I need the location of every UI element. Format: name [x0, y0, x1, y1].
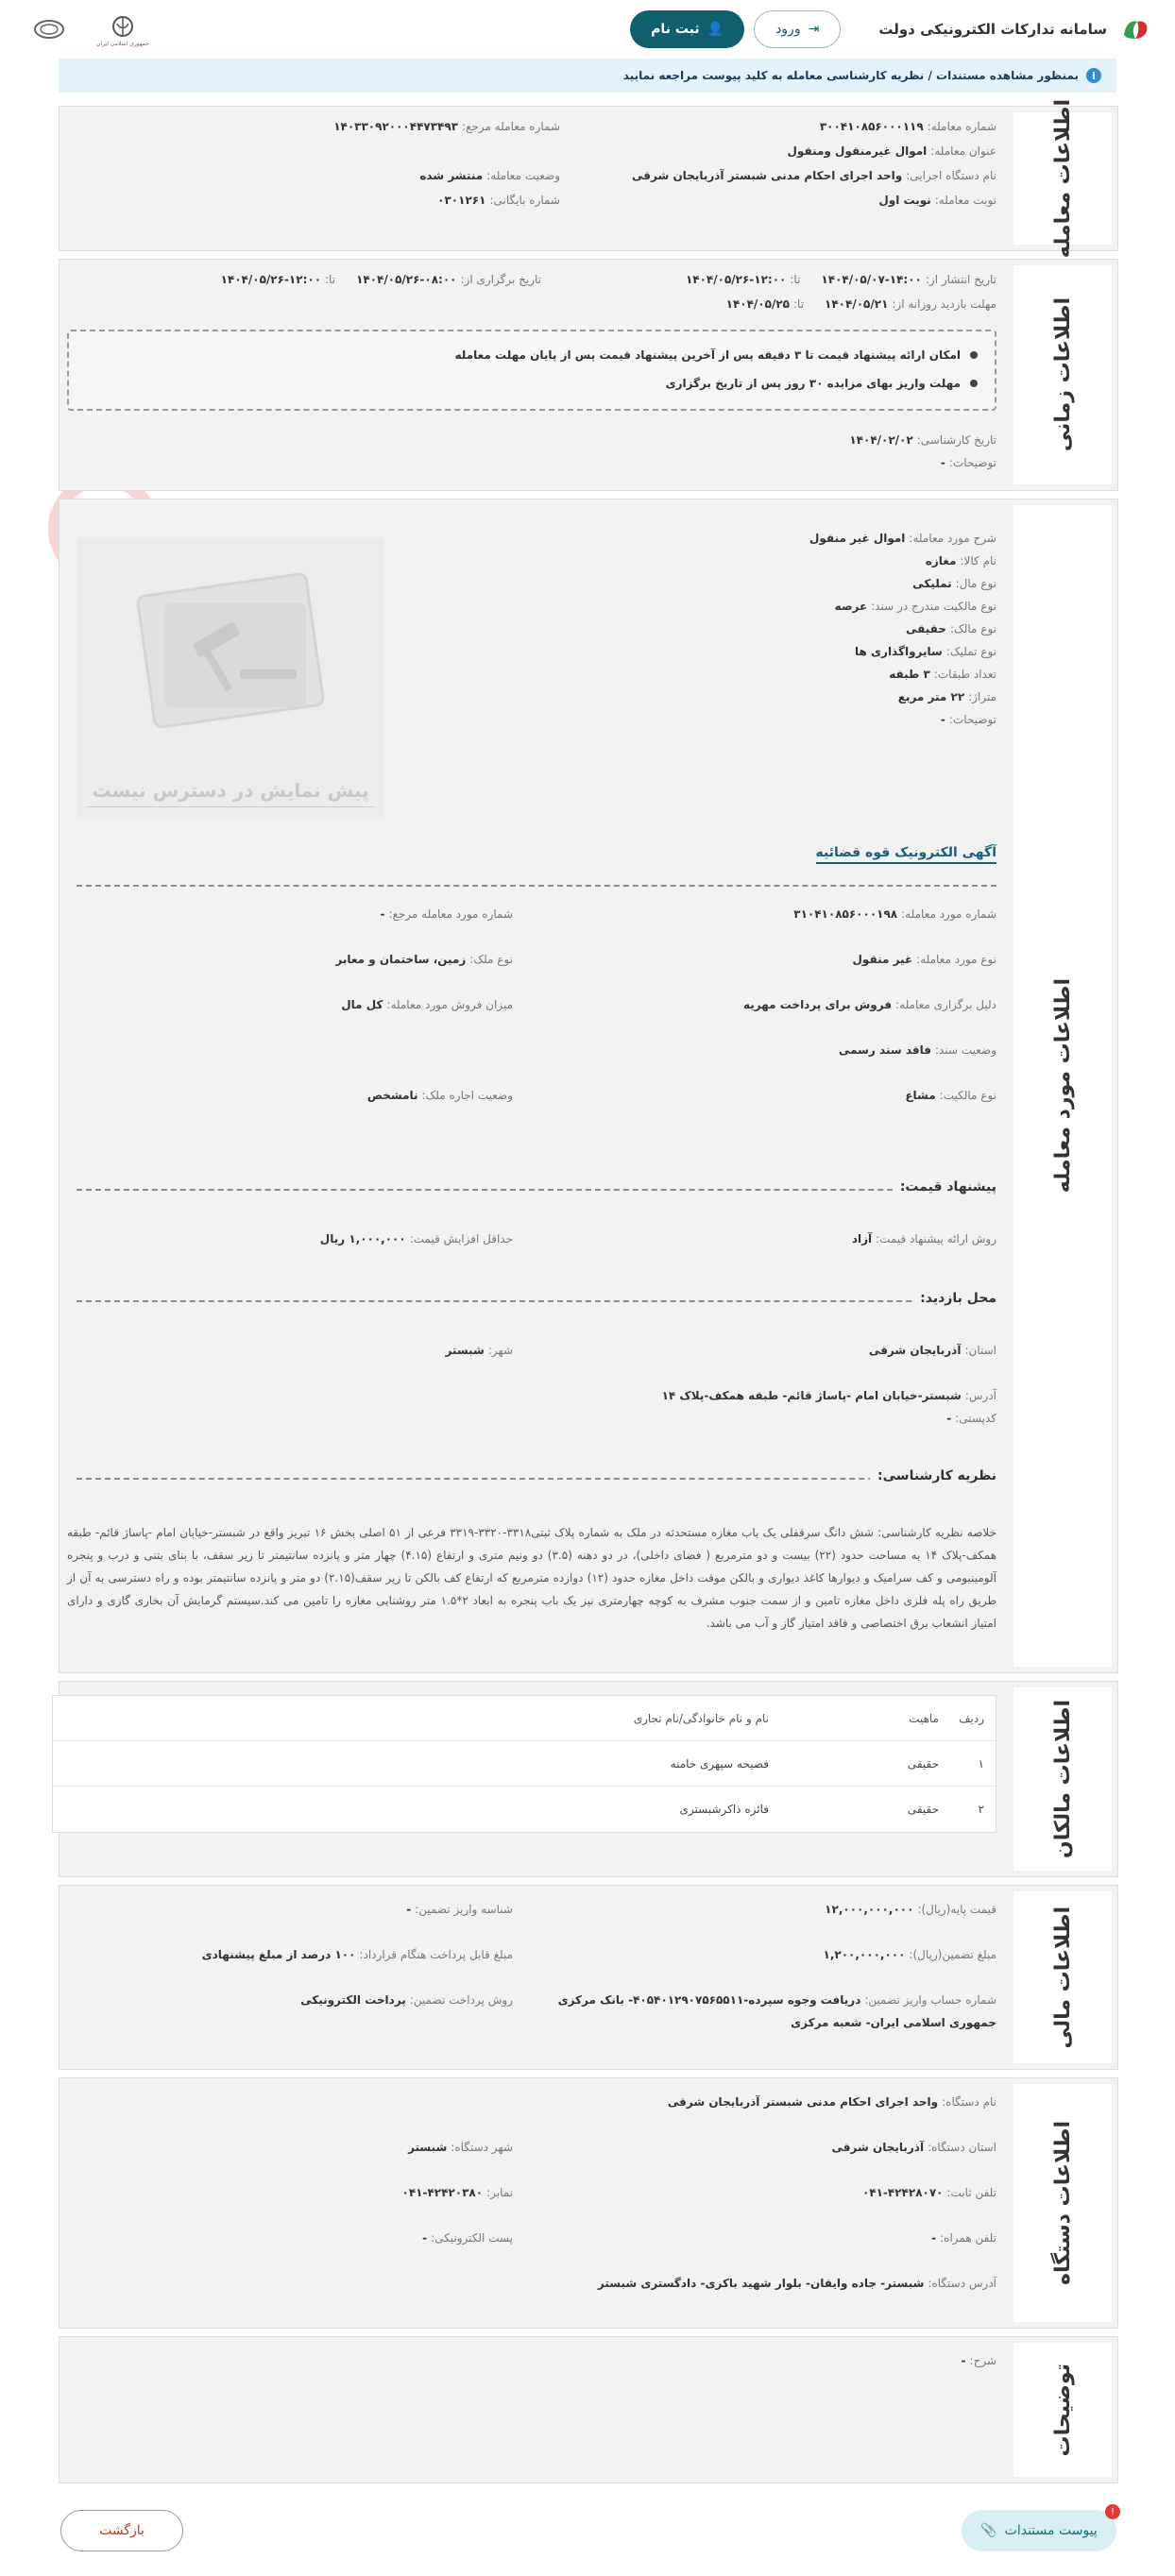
- section-finance: اطلاعات مالی قیمت پایه(ریال): ۱۲,۰۰۰,۰۰۰,۰۰۰ شناسه واریز تضمین: - مبلغ تضمین(ریال): ۱,۲۰۰,۰۰۰,۰۰۰ مبلغ قابل پرداخت هنگام قرارداد: ۱۰۰ درصد از مبلغ پیشنهادی شماره حساب واریز تضمین: دریافت وجوه سپرده-۴۰۵۴۰۱۲۹۰۷۵۶۵۵۱۱- بانک مرکزی جمهوری اسلامی ایران- شعبه مرکزی روش پرداخت تضمین: پرداخت الکترونیکی: [59, 1885, 1118, 2070]
- land-type: زمین، ساختمان و معابر: [335, 953, 467, 966]
- timing-desc: -: [940, 456, 945, 469]
- bid-heading: پیشنهاد قیمت:: [893, 1179, 996, 1195]
- site-title: سامانه تدارکات الکترونیکی دولت: [878, 21, 1107, 38]
- deal-agency: واحد اجرای احکام مدنی شبستر آذربایجان شرقی: [632, 169, 903, 182]
- back-button[interactable]: [60, 2510, 183, 2551]
- ministry-logo-icon: [21, 8, 77, 51]
- publish-to: ۱۴۰۴/۰۵/۲۶-۱۲:۰۰: [685, 273, 787, 286]
- visit-province: آذربایجان شرقی: [868, 1344, 962, 1357]
- section-description: توضیحات شرح: -: [59, 2336, 1118, 2483]
- section-title: اطلاعات مالی: [1013, 1891, 1112, 2063]
- item-number: ۳۱۰۴۱۰۸۵۶۰۰۰۱۹۸: [793, 907, 898, 921]
- table-row: ۱ حقیقی فصیحه سپهری خامنه: [53, 1741, 996, 1787]
- visit-from: ۱۴۰۴/۰۵/۲۱: [825, 297, 889, 311]
- agency-email: -: [422, 2231, 428, 2245]
- login-label: ورود: [775, 22, 801, 37]
- description-text: -: [961, 2354, 966, 2367]
- owners-table: [52, 1695, 996, 1833]
- sale-reason: فروش برای پرداخت مهریه: [742, 998, 893, 1011]
- timing-rules-box: [67, 330, 996, 411]
- notice-bar: [59, 59, 1116, 93]
- visit-address: شبستر-خیابان امام -پاساژ قائم- طبقه همکف-پلاک ۱۴: [661, 1389, 962, 1402]
- deal-number: ۳۰۰۴۱۰۸۵۶۰۰۰۱۱۹: [819, 120, 924, 133]
- item-prop-type: تملیکی: [912, 577, 952, 590]
- item-owner-type: حقیقی: [905, 622, 946, 636]
- deal-round: نوبت اول: [878, 194, 931, 207]
- attachments-button[interactable]: [962, 2506, 1116, 2551]
- section-deal-info: اطلاعات معامله شماره معامله: ۳۰۰۴۱۰۸۵۶۰۰۰۱۱۹ شماره معامله مرجع: ۱۴۰۳۳۰۹۲۰۰۰۴۴۷۳۴۹۳ عنوان معامله: اموال غیرمنقول ومنقول نام دستگاه اجرایی: واحد اجرای احکام مدنی شبستر آذربایجان شرقی وضعیت معامله: منتشر شده نوبت معامله: نوبت اول شماره بایگانی: ۰۳۰۱۲۶۱: [59, 106, 1118, 251]
- item-ownership: عرصه: [834, 600, 868, 613]
- bid-method: آزاد: [851, 1232, 873, 1246]
- deal-ref: ۱۴۰۳۳۰۹۲۰۰۰۴۴۷۳۴۹۳: [333, 120, 459, 133]
- payable-amount: ۱۰۰ درصد از مبلغ پیشنهادی: [201, 1948, 356, 1961]
- register-label: ثبت نام: [651, 22, 700, 37]
- item-notes: -: [940, 713, 945, 726]
- emblem-caption: جمهوری اسلامی ایران: [96, 40, 149, 47]
- agency-fax: ۰۴۱-۴۲۴۲۰۳۸۰: [401, 2186, 484, 2199]
- section-title: اطلاعات مورد معامله: [1013, 505, 1112, 1667]
- add-user-icon: 👤: [707, 22, 724, 37]
- login-button[interactable]: [754, 10, 841, 48]
- publish-from: ۱۴۰۴/۰۵/۰۷-۱۴:۰۰: [821, 273, 922, 286]
- top-header: [0, 0, 1175, 59]
- auth-buttons: [630, 10, 841, 48]
- login-icon: ⇥: [808, 22, 820, 37]
- back-label: بازگشت: [99, 2523, 145, 2538]
- expert-heading: نظریه کارشناسی:: [870, 1468, 996, 1483]
- timing-rule-1: امکان ارائه پیشنهاد قیمت تا ۳ دقیقه پس از آخرین پیشنهاد قیمت پس از پایان مهلت معامله: [455, 348, 978, 362]
- hold-from: ۱۴۰۴/۰۵/۲۶-۰۸:۰۰: [356, 273, 457, 286]
- deal-subject: اموال غیرمنقول ومنقول: [787, 144, 928, 158]
- deal-status: منتشر شده: [419, 169, 484, 182]
- paperclip-icon: 📎: [980, 2523, 997, 2538]
- attachments-badge: !: [1105, 2504, 1120, 2519]
- visit-heading: محل بازدید:: [912, 1291, 996, 1306]
- visit-postal: -: [946, 1412, 952, 1425]
- brand[interactable]: [878, 10, 1154, 48]
- header-emblems: [21, 8, 151, 51]
- info-icon: i: [1086, 68, 1101, 83]
- deed-status: فاقد سند رسمی: [838, 1043, 931, 1057]
- pay-method: پرداخت الکترونیکی: [300, 1993, 406, 2007]
- timing-rule-2: مهلت واریز بهای مزایده ۳۰ روز پس از تاریخ برگزاری: [666, 377, 978, 390]
- agency-city: شبستر: [408, 2141, 448, 2154]
- agency-phone: ۰۴۱-۴۲۴۲۸۰۷۰: [861, 2186, 944, 2199]
- register-button[interactable]: [630, 10, 744, 48]
- section-title: توضیحات: [1013, 2343, 1112, 2477]
- auction-image-icon: [127, 566, 334, 736]
- hold-to: ۱۴۰۴/۰۵/۲۶-۱۲:۰۰: [220, 273, 322, 286]
- item-desc: اموال غیر منقول: [809, 532, 906, 545]
- setad-logo-icon: [1116, 10, 1154, 48]
- agency-province: آذربایجان شرقی: [831, 2141, 925, 2154]
- section-title: اطلاعات زمانی: [1013, 265, 1112, 484]
- expert-date: ۱۴۰۴/۰۲/۰۲: [849, 433, 913, 447]
- section-item-info: اطلاعات مورد معامله شرح مورد معامله: اموال غیر منقول نام کالا: مغازه نوع مال: تملیکی نوع مالکیت مندرج در سند: عرصه نوع مالک: حقیقی نوع تملیک: سایرواگذاری ها تعداد طبقات: ۳ طبقه متراژ: ۲۲ متر مربع توضیحات: - پیش نمایش در دسترس نیست آگهی الکترونیک قوه قضائیه شماره مورد معامله: ۳۱۰۴۱۰۸۵۶۰۰۰۱۹۸ شماره مورد معامله مرجع: - نوع مورد معامله: غیر منقول نوع ملک: زمین، ساختمان و معابر دلیل برگزاری معامله: فروش برای پرداخت مهریه میزان فروش مورد معامله: کل مال وضعیت سند: فاقد سند رسمی نوع مالکیت: مشاع وضعیت اجاره ملک: نامشخص پیشنهاد قیمت: روش ارائه پیشنهاد قیمت: آزاد حداقل افزایش قیمت: ۱,۰۰۰,۰۰۰ ریال محل بازدید: استان: آذربایجان شرقی شهر: شبستر آدرس: شبستر-خیابان امام -پاساژ قائم- طبقه همکف-پلاک ۱۴ کدپستی: - نظریه کارشناسی: خلاصه نظریه کارشناسی: شش دانگ سرقفلی یک باب مغازه مستحدثه در ملک به شماره پلاک ثبتی۳۳۱۸-۳۳۲۰-۳۳۱۹ فرعی از ۵۱ اصلی بخش ۱۶ تبریز واقع در شبستر-خیابان امام -پاساژ قائم- طبقه همکف-پلاک ۱۴ به مساحت حدود (۲۲) بیست و دو مترمربع ( فضای داخلی)، در دو دهنه (۳.۵) دو ونیم متری و ارتفاع (۴.۱۵) چهار متر و پانزده سانتیمتر تا زیر سقف، با بنای بتنی و درب و پنجره آلومینیومی و کف سرامیک و دیوارها کاغذ دیواری و بالکن موقت داخل مغازه حدود (۱۲) دوازده مترمربع که ارتفاع کف بالکن تا زیر سقف(۲.۱۵) دو متر و پانزده سانتیمتر بوده و راه دسترسی به آن از طریق راه پله فلزی داخل مغازه تامین و از سمت جنوب مشرف به کوچه چهارمتری نیز یک باب پنجره به ابعاد ۲*۱.۵ متر روشنایی مغازه را تامین می کند.سیستم گرمایش آن بخاری گازی و دارای امتیاز انشعاب برق اختصاصی و فاقد امتیاز گاز و آب می باشد.: [59, 499, 1118, 1673]
- notice-text: بمنظور مشاهده مستندات / نظریه کارشناسی معامله به کلید پیوست مراجعه نمایید: [622, 69, 1079, 82]
- item-ref: -: [380, 907, 385, 921]
- item-name: مغازه: [925, 554, 957, 568]
- ownership-kind: مشاع: [905, 1089, 936, 1102]
- deposit-account-bank: جمهوری اسلامی ایران- شعبه مرکزی: [791, 2016, 996, 2029]
- item-image-placeholder: [77, 537, 384, 821]
- lease-status: نامشخص: [366, 1089, 418, 1102]
- section-title: اطلاعات دستگاه: [1013, 2084, 1112, 2322]
- iran-emblem-icon: [94, 8, 151, 51]
- table-row: ۲ حقیقی فائزه ذاکرشبستری: [679, 1803, 984, 1816]
- deal-archive: ۰۳۰۱۲۶۱: [437, 194, 486, 207]
- item-transfer: سایرواگذاری ها: [855, 645, 943, 658]
- agency-name: واحد اجرای احکام مدنی شبستر آذربایجان شرقی: [667, 2095, 939, 2109]
- table-header: ردیف ماهیت نام و نام خانوادگی/نام تجاری: [53, 1696, 996, 1741]
- min-increase: ۱,۰۰۰,۰۰۰ ریال: [319, 1232, 406, 1246]
- ad-title-link[interactable]: آگهی الکترونیک قوه قضائیه: [816, 845, 997, 864]
- expert-opinion-text: خلاصه نظریه کارشناسی: شش دانگ سرقفلی یک باب مغازه مستحدثه در ملک به شماره پلاک ثبتی۳۳۱۸-۳۳۲۰-۳۳۱۹ فرعی از ۵۱ اصلی بخش ۱۶ تبریز واقع در شبستر-خیابان امام -پاساژ قائم- طبقه همکف-پلاک ۱۴ به مساحت حدود (۲۲) بیست و دو مترمربع ( فضای داخلی)، در دو دهنه (۳.۵) دو ونیم متری و ارتفاع (۴.۱۵) چهار متر و پانزده سانتیمتر تا زیر سقف، با بنای بتنی و درب و پنجره آلومینیومی و کف سرامیک و دیوارها کاغذ دیواری و بالکن موقت داخل مغازه حدود (۱۲) دوازده مترمربع که ارتفاع کف بالکن تا زیر سقف(۲.۱۵) دو متر و پانزده سانتیمتر بوده و راه دسترسی به آن از طریق راه پله فلزی داخل مغازه تامین و از سمت جنوب مشرف به کوچه چهارمتری نیز یک باب پنجره به ابعاد ۲*۱.۵ متر روشنایی مغازه را تامین می کند.سیستم گرمایش آن بخاری گازی و دارای امتیاز انشعاب برق اختصاصی و فاقد امتیاز گاز و آب می باشد.: [67, 1526, 997, 1630]
- agency-mobile: -: [931, 2231, 937, 2245]
- image-placeholder-text: پیش نمایش در دسترس نیست: [92, 779, 369, 802]
- item-area: ۲۲ متر مربع: [897, 690, 965, 703]
- section-title: اطلاعات مالکان: [1013, 1687, 1112, 1871]
- deposit-account: دریافت وجوه سپرده-۴۰۵۴۰۱۲۹۰۷۵۶۵۵۱۱- بانک مرکزی: [557, 1993, 861, 2007]
- section-timing: اطلاعات زمانی تاریخ انتشار از: ۱۴۰۴/۰۵/۰۷-۱۴:۰۰ تا: ۱۴۰۴/۰۵/۲۶-۱۲:۰۰ تاریخ برگزاری از: ۱۴۰۴/۰۵/۲۶-۰۸:۰۰ تا: ۱۴۰۴/۰۵/۲۶-۱۲:۰۰ مهلت بازدید روزانه از: ۱۴۰۴/۰۵/۲۱ تا: ۱۴۰۴/۰۵/۲۵ امکان ارائه پیشنهاد قیمت تا ۳ دقیقه پس از آخرین پیشنهاد قیمت پس از پایان مهلت معامله مهلت واریز بهای مزایده ۳۰ روز پس از تاریخ برگزاری تاریخ کارشناسی: ۱۴۰۴/۰۲/۰۲ توضیحات: -: [59, 259, 1118, 491]
- item-floors: ۳ طبقه: [889, 668, 930, 681]
- visit-city: شبستر: [445, 1344, 485, 1357]
- guarantee-amount: ۱,۲۰۰,۰۰۰,۰۰۰: [823, 1948, 906, 1961]
- sale-amount: کل مال: [341, 998, 383, 1011]
- item-type: غیر منقول: [852, 953, 913, 966]
- section-agency: اطلاعات دستگاه نام دستگاه: واحد اجرای احکام مدنی شبستر آذربایجان شرقی استان دستگاه: آذربایجان شرقی شهر دستگاه: شبستر تلفن ثابت: ۰۴۱-۴۲۴۲۸۰۷۰ نمابر: ۰۴۱-۴۲۴۲۰۳۸۰ تلفن همراه: - پست الکترونیکی: - آدرس دستگاه: شبستر- جاده وایقان- بلوار شهید باکری- دادگستری شبستر: [59, 2077, 1118, 2329]
- agency-address: شبستر- جاده وایقان- بلوار شهید باکری- دادگستری شبستر: [597, 2277, 925, 2290]
- base-price: ۱۲,۰۰۰,۰۰۰,۰۰۰: [825, 1903, 914, 1916]
- visit-to: ۱۴۰۴/۰۵/۲۵: [725, 297, 790, 311]
- deposit-id: -: [406, 1903, 412, 1916]
- section-owners: [59, 1681, 1118, 1877]
- attachments-label: پیوست مستندات: [1004, 2523, 1098, 2538]
- section-title: اطلاعات معامله: [1013, 112, 1112, 245]
